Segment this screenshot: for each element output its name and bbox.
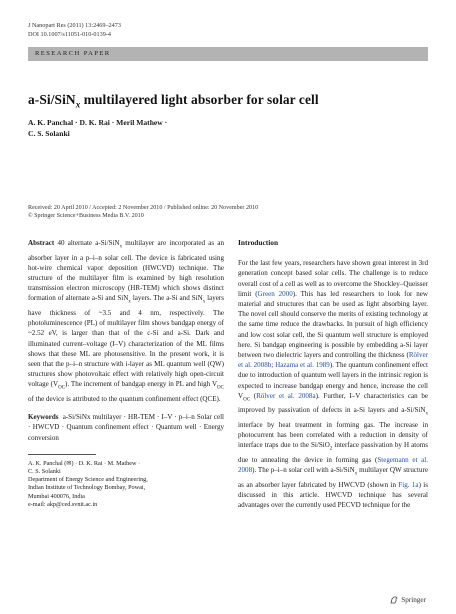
affiliation — [28, 460, 224, 509]
paper-title — [28, 92, 319, 110]
body-text: interface by heat treatment in forming gas. The increase in photocurrent has been correlated with a reduction in density of interface traps due to the Si/SiO — [238, 421, 428, 450]
abstract — [28, 238, 224, 404]
body-text: ). Further, I–V characteristics can be improved by passivation of defects in a-Si layers and a-Si/SiN — [238, 391, 429, 415]
body-text: ). This has led researchers to look for new material and structures that can be used as light absorbing layer. The novel cell should conserve the merits of existing technology at the same time reduce the drawbacks. In pursuit of high efficiency and low cost solar cell, the Si quantum well structure is employed here. Si bandgap engineering is possible by embedding a-Si layer between two dielectric layers and controlling the thickness ( — [238, 289, 428, 360]
author-list — [28, 117, 328, 139]
citation-link[interactable]: Rölver et al. 2008a — [256, 391, 316, 400]
subscript: x — [354, 471, 358, 477]
subscript: x — [425, 411, 428, 417]
subscript: OC — [217, 385, 224, 391]
authors-line-1: A. K. Panchal · D. K. Rai · Meril Mathew · — [28, 118, 168, 127]
citation-link[interactable]: Hazama et al. 1989 — [275, 361, 330, 370]
title-subscript: x — [75, 99, 81, 110]
article-type-banner — [28, 47, 428, 61]
title-rest: multilayered light absorber for solar cell — [80, 92, 319, 107]
subscript: x — [202, 299, 206, 305]
affiliation-city: Mumbai 400076, India — [28, 492, 85, 500]
dates-line: Received: 20 April 2010 / Accepted: 2 November 2010 / Published online: 20 November 2010 — [28, 205, 259, 211]
abstract-text: 40 alternate a-Si/SiN — [54, 239, 120, 247]
publication-dates — [28, 204, 258, 221]
body-text: ). The quantum confinement effect due to introduction of quantum well layers in the intrinsic region is expected to increase bandgap energy and hence, increase the cell V — [238, 361, 428, 400]
article-type-label: RESEARCH PAPER — [35, 50, 111, 57]
keywords-heading: Keywords — [28, 413, 59, 422]
left-column — [28, 238, 224, 509]
affiliation-authors: A. K. Panchal (✉) · D. K. Rai · M. Mathew · — [28, 459, 141, 467]
abstract-text: of the device is attributed to the quantum confinement effect (QCE). — [28, 395, 221, 404]
copyright-line: © Springer Science+Business Media B.V. 2010 — [28, 213, 144, 220]
subscript: 2 — [329, 446, 333, 452]
journal-header — [28, 22, 121, 39]
abstract-text: layers have thickness of ~3.5 and 4 nm, respectively. The photoluminescence (PL) of multilayer film shows bandgap energy of ~2.52 eV, is larger than that of the c-Si and a-Si. Dark and illuminated current–voltage (I–V) characterization of the ML films shows that these ML are photosensitive. In the present work, it is seen that the p–i–n structure with i-layer as ML quantum well (QW) structures show photovoltaic effect with relatively high open-circuit voltage (V — [28, 294, 224, 389]
citation-link[interactable]: Green 2000 — [257, 289, 293, 298]
abstract-text: layers. The a-Si and SiN — [130, 294, 203, 303]
keywords — [28, 412, 224, 443]
body-text: ; — [271, 361, 276, 370]
introduction-body — [238, 258, 428, 510]
subscript: x — [119, 244, 123, 250]
body-text: ). The p–i–n solar cell with a-Si/SiN — [252, 466, 355, 475]
abstract-heading: Abstract — [28, 239, 55, 247]
subscript: OC — [243, 397, 251, 403]
citation-link[interactable]: Stegemann et al. 2008 — [238, 456, 428, 475]
springer-horse-icon — [389, 595, 399, 605]
body-text: For the last few years, researchers have shown great interest in 3rd generation concept based solar cells. The challenge is to reduce overall cost of a cell as well as to overcome the Shockley–Queisser limit ( — [238, 259, 428, 298]
abstract-text: ). The increment of bandgap energy in PL and high V — [65, 380, 218, 389]
right-column — [238, 238, 428, 511]
authors-line-2: C. S. Solanki — [28, 129, 70, 138]
affiliation-authors: C. S. Solanki — [28, 468, 61, 476]
keywords-text: a-Si/SiNx multilayer · HR-TEM · I–V · p–i–n Solar cell · HWCVD · Quantum confinement effect · Quantum well · Energy conversion — [28, 413, 224, 442]
doi: DOI 10.1007/s11051-010-0139-4 — [28, 30, 111, 38]
abstract-text: multilayer are incorporated as an absorber layer in a p–i–n solar cell. The device is fabricated using hot-wire chemical vapor deposition (HWCVD) technique. The structure of the multilayer film is examined by high resolution transmission electron microscopy (HR-TEM) which shows distinct formation of alternate a-Si and SiN — [28, 239, 224, 303]
affiliation-email[interactable]: e-mail: akp@ced.svnit.ac.in — [28, 500, 98, 508]
figure-link[interactable]: Fig. 1a — [398, 480, 419, 489]
subscript: OC — [58, 385, 66, 391]
journal-citation: J Nanopart Res (2011) 13:2469–2473 — [28, 22, 121, 29]
citation-link[interactable]: Rölver et al. 2008b — [238, 351, 428, 370]
publisher-name: Springer — [401, 596, 426, 604]
publisher-footer — [389, 595, 426, 605]
title-prefix: a-Si/SiN — [28, 92, 76, 107]
body-text: interface passivation by H atoms due to annealing the device in forming gas ( — [238, 441, 428, 465]
body-text: ) is discussed in this article. HWCVD technique has several advantages over the currently used PECVD technique for the — [238, 480, 428, 510]
introduction-heading: Introduction — [238, 238, 279, 247]
body-text: ( — [250, 391, 257, 400]
affiliation-department: Department of Energy Science and Engineering, — [28, 476, 148, 484]
affiliation-institute: Indian Institute of Technology Bombay, Powai, — [28, 484, 146, 492]
affiliation-divider — [28, 454, 96, 455]
body-text: multilayer QW structure as an absorber layer fabricated by HWCVD (shown in — [238, 466, 428, 489]
subscript: x — [128, 299, 131, 305]
